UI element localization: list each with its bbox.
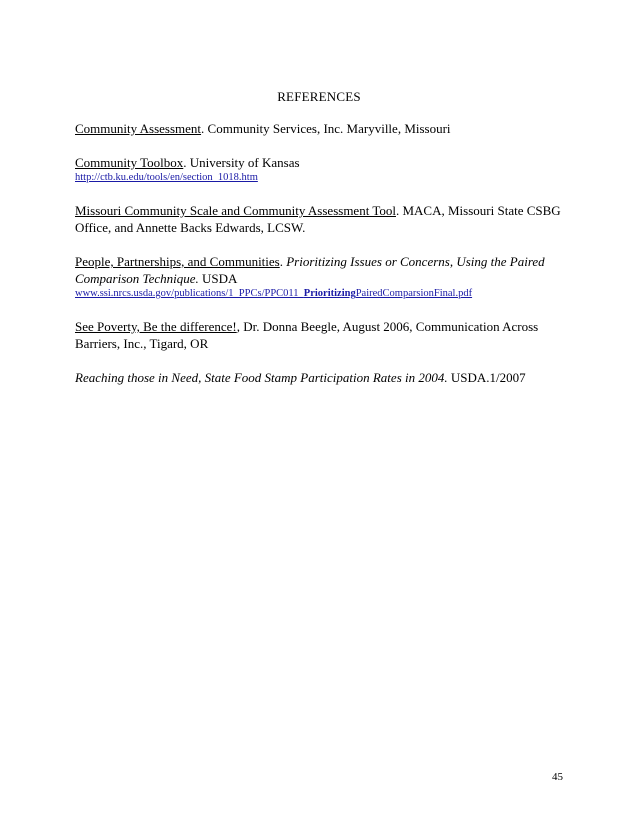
reference-title: See Poverty, Be the difference! <box>75 319 237 334</box>
reference-item-community-assessment <box>75 120 575 137</box>
reference-title: Reaching those in Need, State Food Stamp Participation Rates in 2004. <box>75 370 448 385</box>
reference-link-end: PairedComparsionFinal.pdf <box>355 288 473 299</box>
reference-item-missouri-scale <box>75 202 575 236</box>
reference-subtitle: Prioritizing Issues or Concerns, Using the Paired <box>286 254 545 269</box>
reference-item-people-partnerships <box>75 253 575 301</box>
reference-title: People, Partnerships, and Communities <box>75 254 280 269</box>
reference-link-highlight: Prioritizing <box>303 288 356 299</box>
page-title: REFERENCES <box>277 89 361 104</box>
reference-item-reaching-those-in-need <box>75 369 575 386</box>
reference-list <box>75 120 575 403</box>
reference-title: Missouri Community Scale and Community Assessment Tool <box>75 203 396 218</box>
reference-details: , Dr. Donna Beegle, August 2006, Communication Across <box>236 319 539 334</box>
reference-details-line2: Barriers, Inc., Tigard, OR <box>75 336 209 351</box>
reference-link[interactable]: http://ctb.ku.edu/tools/en/section_1018.htm <box>75 172 258 183</box>
reference-title: Community Toolbox <box>75 155 184 170</box>
reference-details: . University of Kansas <box>183 155 300 170</box>
reference-separator: . <box>279 254 287 269</box>
reference-details-line2: Office, and Annette Backs Edwards, LCSW. <box>75 220 306 235</box>
reference-details: . MACA, Missouri State CSBG <box>395 203 561 218</box>
reference-item-see-poverty <box>75 318 575 352</box>
reference-details: USDA.1/2007 <box>447 370 526 385</box>
reference-details: USDA <box>198 271 238 286</box>
reference-link-start: www.ssi.nrcs.usda.gov/publications/1_PPCs/PPC011_ <box>75 288 304 299</box>
reference-title: Community Assessment <box>75 121 202 136</box>
reference-details: . Community Services, Inc. Maryville, Missouri <box>201 121 451 136</box>
reference-link[interactable] <box>75 287 575 301</box>
page-number: 45 <box>552 771 563 783</box>
reference-subtitle-line2: Comparison Technique. <box>75 271 199 286</box>
reference-item-community-toolbox <box>75 154 575 185</box>
